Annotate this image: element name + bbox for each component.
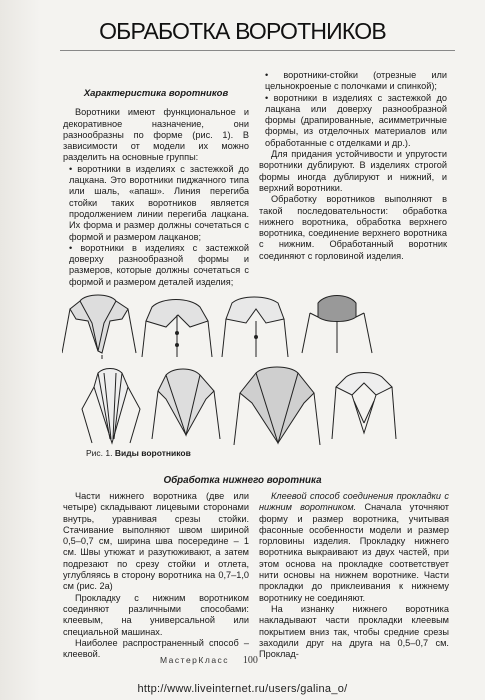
page-footer — [160, 655, 258, 666]
section-heading-lower-collar: Обработка нижнего воротника — [163, 475, 322, 486]
bottom-right-lead: Клеевой способ соединения прокладки с нижним воротником. — [259, 491, 449, 513]
bottom-left-paragraph-1: Части нижнего воротника (две или четыре) складывают лицевыми сторонами внутрь, уравнивая срезы стойки. Стачивание выполняют швом шириной 0,5–0,7 см, ширина шва посередине – 1 см. Швы утюжат и разутюживают, а затем подрезают по срезу стойки и отлета, углубляясь в сторону воротника на 0,7–1,0 см (рис. 2а) — [63, 491, 249, 592]
page-shadow — [0, 0, 40, 700]
page-title: ОБРАБОТКА ВОРОТНИКОВ — [99, 18, 386, 44]
collar-types-illustration — [62, 293, 422, 445]
bottom-left-paragraph-3: Наиболее распространенный способ – клеевой. — [63, 637, 249, 660]
collar-figure-6 — [152, 369, 220, 439]
left-paragraph-2: • воротники в изделиях с застежкой до лацкана. Это воротники пиджачного типа или шаль, «апаш». Линия перегиба стойки таких воротников является продолжением линии перегиба лацкана. Их форма и размер должны сочетаться с формой и размером лацканов; — [69, 163, 249, 242]
collar-figure-4 — [302, 296, 372, 354]
right-paragraph-3: Для придания устойчивости и упругости воротники дублируют. В изделиях строгой формы иногда дублируют и нижний, и верхний воротники. — [259, 149, 447, 193]
bottom-right-paragraph-1 — [259, 491, 449, 604]
left-paragraph-3: • воротники в изделиях с застежкой доверху разнообразной формы и размеров, которые должны сочетаться с формой и размером деталей изделия; — [69, 242, 249, 287]
source-url[interactable]: http://www.liveinternet.ru/users/galina_o/ — [137, 683, 348, 695]
figure-caption-text: Виды воротников — [114, 448, 191, 458]
figure-caption — [86, 448, 191, 458]
bottom-right-text-1: Сначала уточняют форму и размер воротника, учитывая фасонные особенности модели и размер горловины изделия. Прокладку нижнего воротника выкраивают из двух частей, при этом основа на прокладке соответствует нити основы на нижнем воротнике. Части прокладки до приклеивания к нижнему воротнику не соединяют. — [259, 502, 449, 603]
section-heading-characteristics: Характеристика воротников — [83, 88, 229, 99]
collar-figure-8 — [332, 373, 396, 440]
collar-figure-2 — [142, 300, 212, 358]
right-column — [259, 70, 447, 262]
bottom-right-column — [259, 491, 449, 660]
collar-figure-5 — [82, 369, 140, 444]
collar-figure-1 — [62, 295, 136, 359]
collar-figure-3 — [222, 297, 288, 357]
right-paragraph-4: Обработку воротников выполняют в такой последовательности: обработка нижнего воротника, обработка верхнего воротника, соединение верхнего воротника с нижним. Обработанный воротник соединяют с горловиной изделия. — [259, 194, 447, 261]
bottom-right-paragraph-2: На изнанку нижнего воротника накладывают части прокладки клеевым покрытием вниз так, чтобы средние срезы заходили друг на друга на 0,5–0,7 см. Проклад- — [259, 603, 449, 660]
left-column — [63, 88, 249, 288]
page-number: 100 — [242, 655, 258, 666]
left-paragraph-1: Воротники имеют функциональное и декоративное назначение, они разнообразны по форме (рис. 1). В зависимости от модели их можно разделить на основные группы: — [63, 107, 249, 163]
footer-series: МастерКласс — [160, 655, 230, 665]
collar-figure-7 — [234, 367, 320, 445]
title-rule — [60, 50, 455, 51]
right-paragraph-2: • воротники в изделиях с застежкой до лацкана или доверху разнообразной формы (драпированные, асимметричные формы, из отделочных материалов или обработанные с отделками и др.). — [265, 92, 447, 148]
right-paragraph-1: • воротники-стойки (отрезные или цельнокроеные с полочками и спинкой); — [265, 70, 447, 92]
bottom-left-paragraph-2: Прокладку с нижним воротником соединяют различными способами: клеевым, на универсальной или специальной машинах. — [63, 592, 249, 637]
bottom-left-column — [63, 491, 249, 660]
figure-caption-number: Рис. 1. — [86, 448, 113, 458]
